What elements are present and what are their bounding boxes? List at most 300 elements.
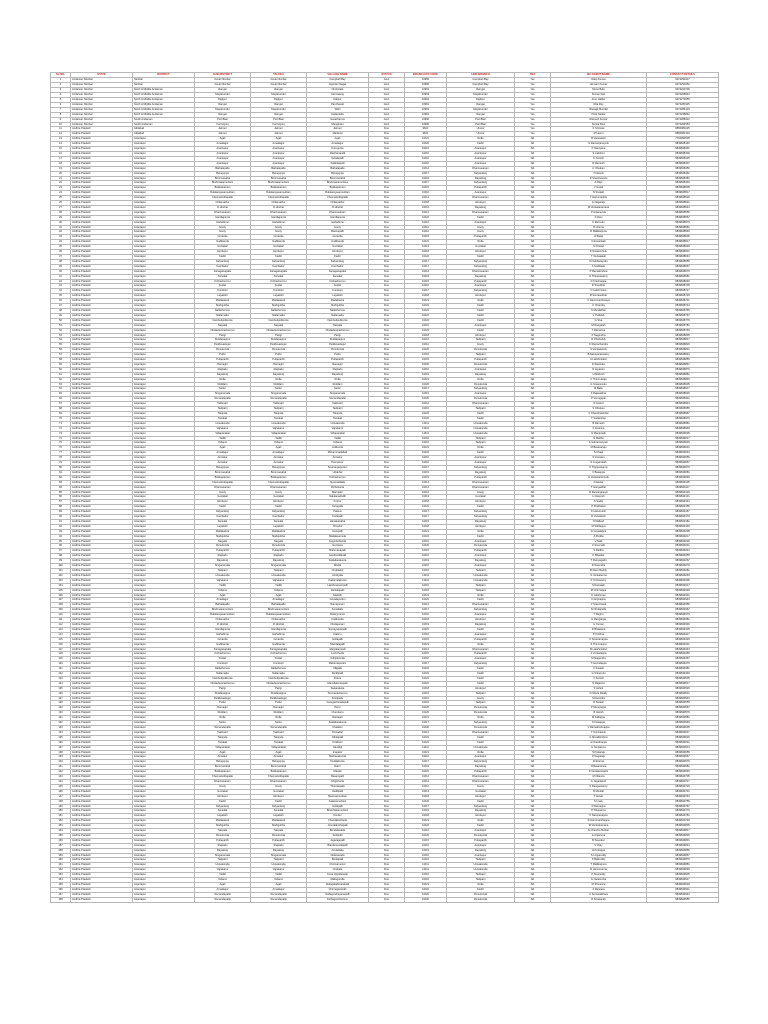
cell-village-name: Kadamtala — [307, 112, 369, 117]
cell-sub-district: Puttaparthi — [195, 549, 251, 554]
cell-state: Andhra Pradesh — [71, 132, 133, 137]
cell-district: Anantapur — [133, 784, 195, 789]
cell-district: Anantapur — [133, 686, 195, 691]
cell-bc-agent-name: K Ashok — [551, 686, 647, 691]
cell-link-branch: Penukonda — [447, 892, 515, 897]
cell-state: Andhra Pradesh — [71, 475, 133, 480]
cell-sl-no: 156 — [51, 838, 71, 843]
cell-tba: NA — [515, 225, 551, 230]
cell-contact-details: 9849849793 — [647, 819, 719, 824]
cell-taluka: Peddavadugur — [251, 343, 307, 348]
cell-district: Anantapur — [133, 809, 195, 814]
cell-tba: NA — [515, 676, 551, 681]
cell-village-name: Nyamaddala — [307, 480, 369, 485]
cell-state: Andhra Pradesh — [71, 608, 133, 613]
cell-district: Anantapur — [133, 382, 195, 387]
cell-taluka: Peddavadugur — [251, 696, 307, 701]
cell-taluka: Obuladevaracheruvu — [251, 681, 307, 686]
cell-sub-district: Hindupur — [195, 250, 251, 255]
cell-district: Anantapur — [133, 362, 195, 367]
cell-bc-agent-name: V Vijay — [551, 843, 647, 848]
cell-village-name: Nallacheruvu — [307, 308, 369, 313]
cell-district: Anantapur — [133, 627, 195, 632]
cell-status: Fixe — [369, 240, 405, 245]
cell-sub-district: Raptadu — [195, 554, 251, 559]
cell-link-branch: Rayadurg — [447, 274, 515, 279]
cell-contact-details: 9849849093 — [647, 475, 719, 480]
cell-state: Andhra Pradesh — [71, 529, 133, 534]
cell-tba: NA — [515, 843, 551, 848]
cell-sub-district: Kanekal — [195, 519, 251, 524]
cell-bc-agent-name: G Nagaraju — [551, 201, 647, 206]
cell-village-name: Kambadur — [307, 264, 369, 269]
cell-state: Andhra Pradesh — [71, 647, 133, 652]
cell-bc-agent-name: P Muniyappa — [551, 706, 647, 711]
cell-contact-details: 9849848805 — [647, 333, 719, 338]
cell-village-name: Malakavemula — [307, 534, 369, 539]
cell-taluka: Uravakonda — [251, 863, 307, 868]
cell-sl-no: 84 — [51, 485, 71, 490]
cell-bc-agent-name: S Lakshmi — [551, 151, 647, 156]
cell-taluka: Somandepalle — [251, 726, 307, 731]
cell-link-branch: Kalyandurg — [447, 171, 515, 176]
cell-branch-iff-code: 11013 — [405, 245, 447, 250]
cell-tba: NA — [515, 716, 551, 721]
column-header-sl-no: SL.NO. — [51, 73, 71, 78]
cell-taluka: Kambadur — [251, 515, 307, 520]
cell-status: Fixe — [369, 868, 405, 873]
cell-contact-details: 9849849081 — [647, 470, 719, 475]
cell-sub-district: Tanakal — [195, 416, 251, 421]
cell-bc-agent-name: B Rami Reddy — [551, 569, 647, 574]
cell-taluka: Settur — [251, 721, 307, 726]
cell-bc-agent-name: R Eranna — [551, 760, 647, 765]
cell-link-branch: Tadipatri — [447, 588, 515, 593]
cell-district: Anantapur — [133, 676, 195, 681]
cell-sub-district: Vajrakarur — [195, 578, 251, 583]
cell-bc-agent-name: A Ramana — [551, 887, 647, 892]
cell-link-branch: Anantapur — [447, 151, 515, 156]
cell-branch-iff-code: 11010 — [405, 151, 447, 156]
cell-taluka: Great Nicobar — [251, 78, 307, 83]
cell-state: Andhra Pradesh — [71, 407, 133, 412]
cell-sub-district: Chennekothapalle — [195, 775, 251, 780]
cell-taluka: Jainoor — [251, 127, 307, 132]
cell-branch-iff-code: 10950 — [405, 78, 447, 83]
cell-sl-no: 104 — [51, 583, 71, 588]
cell-taluka: Vajrakarur — [251, 578, 307, 583]
cell-link-branch: Rolla — [447, 240, 515, 245]
cell-state: Andhra Pradesh — [71, 878, 133, 883]
cell-status: Fixe — [369, 588, 405, 593]
cell-link-branch: Kalyandurg — [447, 181, 515, 186]
cell-taluka: Vidapanakal — [251, 745, 307, 750]
cell-tba: NA — [515, 652, 551, 657]
cell-branch-iff-code: 11015 — [405, 652, 447, 657]
cell-district: Anantapur — [133, 515, 195, 520]
cell-status: Fixe — [369, 657, 405, 662]
cell-bc-agent-name: B Venkatesh — [551, 137, 647, 142]
cell-village-name: Chigicherla — [307, 779, 369, 784]
cell-taluka: Anantapur — [251, 147, 307, 152]
cell-tba: Yes — [515, 93, 551, 98]
cell-district: Anantapur — [133, 794, 195, 799]
cell-tba: NA — [515, 470, 551, 475]
cell-district: Anantapur — [133, 274, 195, 279]
cell-village-name: Campbell Bay — [307, 78, 369, 83]
cell-state: Andaman Nicobar — [71, 93, 133, 98]
cell-sl-no: 114 — [51, 632, 71, 637]
cell-tba: NA — [515, 240, 551, 245]
cell-contact-details: 9849848717 — [647, 289, 719, 294]
cell-link-branch: Penukonda — [447, 382, 515, 387]
cell-district: Anantapur — [133, 407, 195, 412]
cell-district: Anantapur — [133, 750, 195, 755]
cell-district: Anantapur — [133, 308, 195, 313]
cell-link-branch: Tadipatri — [447, 873, 515, 878]
cell-tba: NA — [515, 362, 551, 367]
cell-bc-agent-name: A Venkatappa — [551, 652, 647, 657]
cell-link-branch: Gooty — [447, 343, 515, 348]
cell-district: North & Middle Andaman — [133, 98, 195, 103]
cell-sub-district: D.Hirehal — [195, 205, 251, 210]
cell-link-branch: Gooty — [447, 696, 515, 701]
cell-contact-details: 9849849167 — [647, 510, 719, 515]
cell-branch-iff-code: 11016 — [405, 569, 447, 574]
cell-sub-district: Putlur — [195, 701, 251, 706]
cell-tba: NA — [515, 519, 551, 524]
cell-district: Anantapur — [133, 735, 195, 740]
cell-link-branch: Anantapur — [447, 461, 515, 466]
cell-sl-no: 71 — [51, 421, 71, 426]
cell-link-branch: Puttaparthi — [447, 770, 515, 775]
cell-district: Anantapur — [133, 544, 195, 549]
cell-district: Nicobar — [133, 83, 195, 88]
cell-district: Anantapur — [133, 745, 195, 750]
cell-state: Andhra Pradesh — [71, 603, 133, 608]
cell-tba: NA — [515, 569, 551, 574]
cell-district: Anantapur — [133, 519, 195, 524]
cell-contact-details: 9849849493 — [647, 672, 719, 677]
cell-taluka: Hindupur — [251, 500, 307, 505]
cell-link-branch: Rolla — [447, 137, 515, 142]
cell-taluka: Dharmavaram — [251, 210, 307, 215]
cell-contact-details: 9849848831 — [647, 348, 719, 353]
cell-state: Andhra Pradesh — [71, 137, 133, 142]
cell-taluka: Bommanahal — [251, 470, 307, 475]
cell-status: Fixe — [369, 250, 405, 255]
cell-bc-agent-name: K Bhaskar — [551, 554, 647, 559]
cell-link-branch: Rayadurg — [447, 622, 515, 627]
cell-branch-iff-code: 11022 — [405, 735, 447, 740]
cell-sl-no: 163 — [51, 873, 71, 878]
cell-contact-details: 9849849917 — [647, 878, 719, 883]
cell-sl-no: 13 — [51, 137, 71, 142]
cell-link-branch: Hindupur — [447, 814, 515, 819]
cell-contact-details: 9849849481 — [647, 667, 719, 672]
cell-state: Andhra Pradesh — [71, 255, 133, 260]
cell-state: Andhra Pradesh — [71, 696, 133, 701]
cell-tba: NA — [515, 441, 551, 446]
cell-tba: NA — [515, 465, 551, 470]
cell-state: Andhra Pradesh — [71, 480, 133, 485]
cell-state: Andhra Pradesh — [71, 358, 133, 363]
cell-taluka: Mudigubba — [251, 824, 307, 829]
cell-sub-district: Nallamada — [195, 672, 251, 677]
column-header-link-branch: LINK BRANCH — [447, 73, 515, 78]
cell-village-name: Bandameedapalli — [307, 843, 369, 848]
cell-village-name: Bramhasamudram — [307, 809, 369, 814]
cell-state: Andhra Pradesh — [71, 539, 133, 544]
cell-contact-details: 9849848931 — [647, 397, 719, 402]
cell-link-branch: Puttaparthi — [447, 652, 515, 657]
cell-village-name: Chinnamustur — [307, 863, 369, 868]
cell-status: Fixe — [369, 333, 405, 338]
cell-district: Anantapur — [133, 878, 195, 883]
cell-bc-agent-name: Hemant Kumar — [551, 83, 647, 88]
cell-bc-agent-name: Sunita Devi — [551, 122, 647, 127]
cell-state: Andhra Pradesh — [71, 142, 133, 147]
cell-taluka: Rayadurg — [251, 848, 307, 853]
cell-state: Andhra Pradesh — [71, 402, 133, 407]
cell-taluka: Tanakal — [251, 416, 307, 421]
cell-branch-iff-code: 11022 — [405, 142, 447, 147]
cell-sub-district: Gudibanda — [195, 240, 251, 245]
cell-state: Andhra Pradesh — [71, 127, 133, 132]
cell-state: Andhra Pradesh — [71, 559, 133, 564]
cell-taluka: Agali — [251, 446, 307, 451]
cell-district: Anantapur — [133, 191, 195, 196]
cell-village-name: Obuladevaracheruvu — [307, 328, 369, 333]
cell-sl-no: 78 — [51, 456, 71, 461]
cell-sub-district: Penukonda — [195, 833, 251, 838]
cell-contact-details: 9849848881 — [647, 372, 719, 377]
cell-bc-agent-name: Pinki Sarkar — [551, 112, 647, 117]
cell-branch-iff-code: 11011 — [405, 578, 447, 583]
cell-state: Andhra Pradesh — [71, 181, 133, 186]
cell-district: Anantapur — [133, 333, 195, 338]
cell-status: Fixe — [369, 696, 405, 701]
cell-tba: NA — [515, 789, 551, 794]
cell-village-name: Kona Uppalapadu — [307, 873, 369, 878]
cell-branch-iff-code: 11014 — [405, 485, 447, 490]
cell-state: Andaman Nicobar — [71, 78, 133, 83]
cell-branch-iff-code: 11019 — [405, 765, 447, 770]
cell-state: Andhra Pradesh — [71, 372, 133, 377]
cell-sl-no: 49 — [51, 313, 71, 318]
cell-sub-district: Obuladevaracheruvu — [195, 328, 251, 333]
cell-taluka: Chilamathur — [251, 618, 307, 623]
cell-sl-no: 56 — [51, 348, 71, 353]
cell-tba: NA — [515, 578, 551, 583]
cell-status: Fixe — [369, 765, 405, 770]
cell-tba: NA — [515, 529, 551, 534]
cell-sub-district: Puttaparthi — [195, 358, 251, 363]
cell-state: Andhra Pradesh — [71, 627, 133, 632]
cell-state: Andhra Pradesh — [71, 569, 133, 574]
cell-status: Fixe — [369, 544, 405, 549]
cell-branch-iff-code: 11022 — [405, 676, 447, 681]
cell-contact-details: 9849849905 — [647, 873, 719, 878]
cell-sl-no: 125 — [51, 686, 71, 691]
cell-tba: NA — [515, 873, 551, 878]
cell-district: Anantapur — [133, 853, 195, 858]
cell-village-name: Gudibanda — [307, 240, 369, 245]
cell-sub-district: Dharmavaram — [195, 485, 251, 490]
cell-status: Fixe — [369, 490, 405, 495]
cell-village-name: Itukalapalli — [307, 156, 369, 161]
cell-status: Fixe — [369, 421, 405, 426]
cell-taluka: Diglipur — [251, 98, 307, 103]
cell-sub-district: Kundurpi — [195, 289, 251, 294]
cell-district: Anantapur — [133, 205, 195, 210]
cell-taluka: Kanekal — [251, 274, 307, 279]
cell-district: Anantapur — [133, 608, 195, 613]
cell-branch-iff-code: 11019 — [405, 809, 447, 814]
cell-taluka: Vajrakarur — [251, 868, 307, 873]
cell-tba: Yes — [515, 122, 551, 127]
cell-branch-iff-code: 11015 — [405, 549, 447, 554]
cell-taluka: Raptadu — [251, 367, 307, 372]
cell-sub-district: Atmakur — [195, 755, 251, 760]
cell-district: Anantapur — [133, 613, 195, 618]
cell-tba: NA — [515, 299, 551, 304]
cell-village-name: Garacharma — [307, 117, 369, 122]
cell-contact-details: 9849849643 — [647, 745, 719, 750]
cell-tba: NA — [515, 412, 551, 417]
cell-taluka: Dharmavaram — [251, 485, 307, 490]
cell-taluka: Lepakshi — [251, 524, 307, 529]
cell-village-name: Raptadu — [307, 367, 369, 372]
cell-village-name: Gonipeta — [307, 544, 369, 549]
cell-village-name: Uravakonda — [307, 421, 369, 426]
cell-link-branch: Kadiri — [447, 667, 515, 672]
cell-bc-agent-name: R Sankar — [551, 701, 647, 706]
cell-bc-agent-name: H Balaji — [551, 235, 647, 240]
cell-contact-details: 9849848781 — [647, 323, 719, 328]
cell-state: Andhra Pradesh — [71, 151, 133, 156]
cell-link-branch: Penukonda — [447, 544, 515, 549]
cell-status: Fixe — [369, 274, 405, 279]
cell-branch-iff-code: 11010 — [405, 220, 447, 225]
cell-bc-agent-name: Ramesh Kumar — [551, 117, 647, 122]
cell-link-branch: Dharmavaram — [447, 210, 515, 215]
cell-sl-no: 106 — [51, 593, 71, 598]
cell-bc-agent-name: C Thimmaraju — [551, 377, 647, 382]
cell-contact-details: 9849849555 — [647, 701, 719, 706]
cell-state: Andhra Pradesh — [71, 318, 133, 323]
cell-village-name: Kadamalakunta — [307, 578, 369, 583]
cell-village-name: Chinnaganipalli — [307, 887, 369, 892]
cell-sub-district: Singanamala — [195, 392, 251, 397]
cell-link-branch: Utnoor — [447, 127, 515, 132]
cell-contact-details: 9849849243 — [647, 549, 719, 554]
cell-link-branch: Penukonda — [447, 833, 515, 838]
cell-contact-details: 9866081316 — [647, 132, 719, 137]
cell-state: Andhra Pradesh — [71, 215, 133, 220]
cell-status: Fixe — [369, 745, 405, 750]
cell-contact-details: 9849848767 — [647, 313, 719, 318]
cell-branch-iff-code: 11017 — [405, 510, 447, 515]
cell-link-branch: Tadipatri — [447, 878, 515, 883]
cell-sl-no: 48 — [51, 308, 71, 313]
cell-branch-iff-code: 11018 — [405, 500, 447, 505]
cell-contact-details: 9849848743 — [647, 304, 719, 309]
cell-link-branch: Rayadurg — [447, 809, 515, 814]
cell-sl-no: 107 — [51, 598, 71, 603]
cell-branch-iff-code: 11014 — [405, 775, 447, 780]
cell-bc-agent-name: N Rajanna — [551, 681, 647, 686]
cell-contact-details: 9849849129 — [647, 490, 719, 495]
cell-branch-iff-code: 11017 — [405, 171, 447, 176]
cell-link-branch: Hindupur — [447, 500, 515, 505]
cell-branch-iff-code: 11022 — [405, 451, 447, 456]
cell-sub-district: Agali — [195, 446, 251, 451]
cell-tba: NA — [515, 755, 551, 760]
cell-district: Anantapur — [133, 421, 195, 426]
cell-taluka: Kadiri — [251, 799, 307, 804]
cell-tba: NA — [515, 598, 551, 603]
cell-village-name: Guguduthanda — [307, 539, 369, 544]
cell-status: Fixe — [369, 701, 405, 706]
cell-tba: NA — [515, 892, 551, 897]
cell-taluka: Narpala — [251, 539, 307, 544]
cell-branch-iff-code: 11014 — [405, 603, 447, 608]
cell-sl-no: 86 — [51, 495, 71, 500]
cell-village-name: Bommanahal — [307, 176, 369, 181]
cell-taluka: Ramagiri — [251, 706, 307, 711]
cell-state: Andhra Pradesh — [71, 711, 133, 716]
cell-link-branch: Kadiri — [447, 328, 515, 333]
cell-branch-iff-code: 11020 — [405, 897, 447, 902]
cell-tba: NA — [515, 485, 551, 490]
cell-sl-no: 105 — [51, 588, 71, 593]
cell-link-branch: Kalyandurg — [447, 721, 515, 726]
cell-district: Anantapur — [133, 789, 195, 794]
cell-link-branch: Penukonda — [447, 897, 515, 902]
cell-branch-iff-code: 11018 — [405, 524, 447, 529]
cell-sub-district: Yellanur — [195, 878, 251, 883]
cell-village-name: Kadiri — [307, 255, 369, 260]
cell-sub-district: Bukkapatnam — [195, 770, 251, 775]
cell-tba: NA — [515, 304, 551, 309]
cell-sub-district: Vajrakarur — [195, 426, 251, 431]
cell-bc-agent-name: M Chinnappa — [551, 588, 647, 593]
cell-branch-iff-code: 11010 — [405, 554, 447, 559]
cell-taluka: Dharmavaram — [251, 779, 307, 784]
cell-contact-details: 9849849679 — [647, 760, 719, 765]
cell-district: Anantapur — [133, 814, 195, 819]
cell-branch-iff-code: 11017 — [405, 804, 447, 809]
cell-bc-agent-name: S Ravi — [551, 215, 647, 220]
cell-status: Fixe — [369, 186, 405, 191]
cell-taluka: Penukonda — [251, 348, 307, 353]
cell-state: Andhra Pradesh — [71, 652, 133, 657]
cell-link-branch: Penukonda — [447, 348, 515, 353]
cell-bc-agent-name: N Obulapathi — [551, 608, 647, 613]
cell-tba: NA — [515, 176, 551, 181]
cell-village-name: Settipalli — [307, 833, 369, 838]
cell-state: Andhra Pradesh — [71, 554, 133, 559]
cell-village-name: Nallamada — [307, 313, 369, 318]
cell-status: Fixe — [369, 289, 405, 294]
cell-branch-iff-code: 11010 — [405, 461, 447, 466]
cell-branch-iff-code: 11020 — [405, 544, 447, 549]
cell-status: Fixe — [369, 554, 405, 559]
cell-contact-details: 9849848593 — [647, 230, 719, 235]
cell-status: Fixe — [369, 691, 405, 696]
cell-link-branch: Uravakonda — [447, 745, 515, 750]
